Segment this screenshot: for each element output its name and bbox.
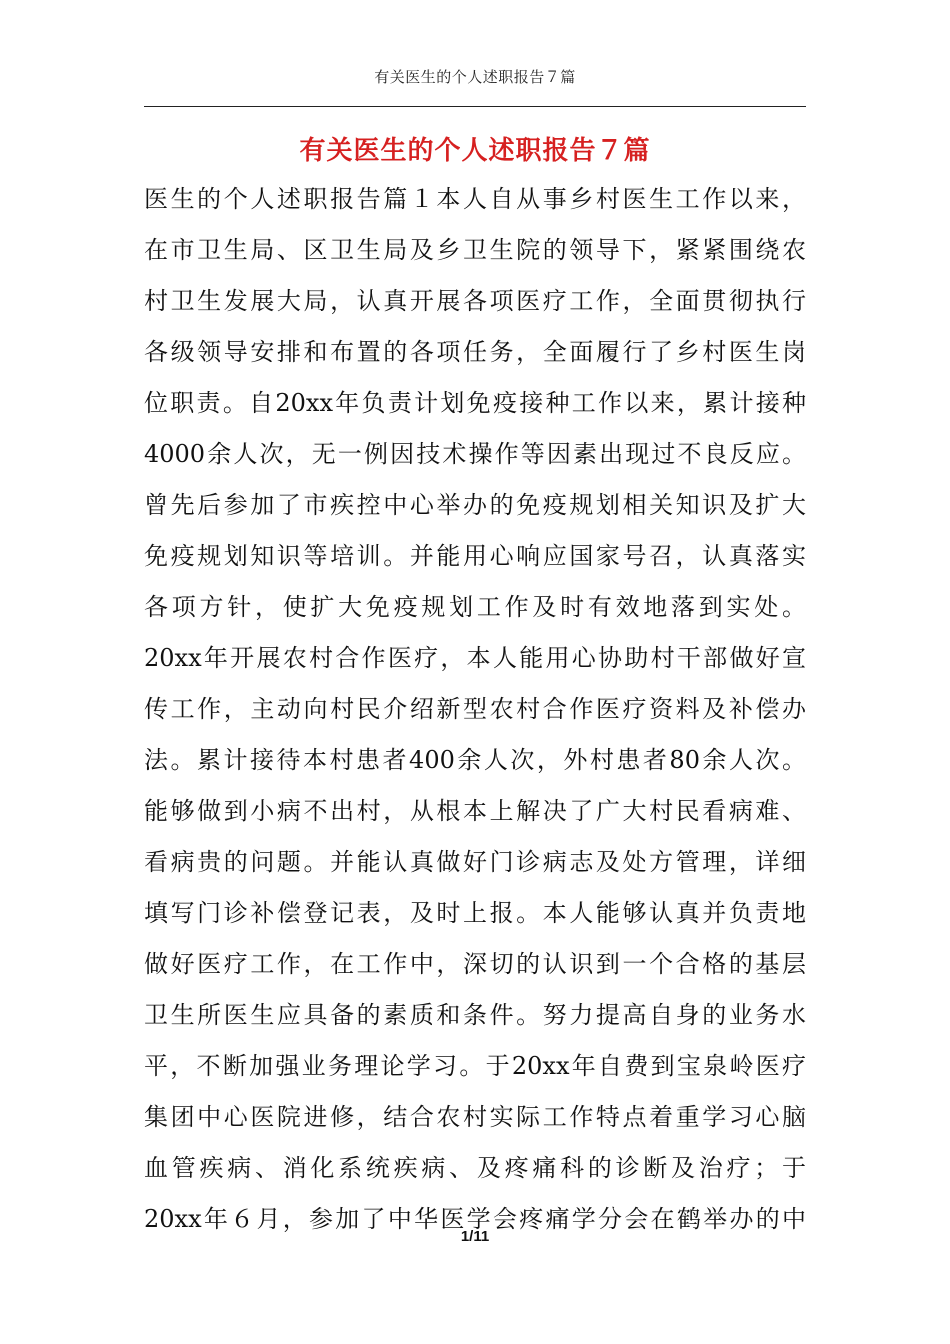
header-divider xyxy=(144,106,806,107)
body-line: 卫生所医生应具备的素质和条件。努力提高自身的业务水 xyxy=(144,1001,806,1029)
body-line: 法。累计接待本村患者400余人次，外村患者80余人次。 xyxy=(144,746,806,774)
document-body xyxy=(144,178,806,1249)
body-line: 填写门诊补偿登记表，及时上报。本人能够认真并负责地 xyxy=(144,899,806,927)
body-line: 能够做到小病不出村，从根本上解决了广大村民看病难、 xyxy=(144,797,806,825)
body-line: 各项方针，使扩大免疫规划工作及时有效地落到实处。 xyxy=(144,593,806,621)
body-line: 免疫规划知识等培训。并能用心响应国家号召，认真落实 xyxy=(144,542,806,570)
body-line: 集团中心医院进修，结合农村实际工作特点着重学习心脑 xyxy=(144,1103,806,1131)
body-line: 传工作，主动向村民介绍新型农村合作医疗资料及补偿办 xyxy=(144,695,806,723)
body-line: 做好医疗工作，在工作中，深切的认识到一个合格的基层 xyxy=(144,950,806,978)
body-line: 20xx年６月，参加了中华医学会疼痛学分会在鹤举办的中 xyxy=(144,1205,806,1233)
body-line: 医生的个人述职报告篇１本人自从事乡村医生工作以来， xyxy=(144,185,806,213)
body-line: 在市卫生局、区卫生局及乡卫生院的领导下，紧紧围绕农 xyxy=(144,236,806,264)
body-line: 位职责。自20xx年负责计划免疫接种工作以来，累计接种 xyxy=(144,389,806,417)
body-line: 4000余人次，无一例因技术操作等因素出现过不良反应。 xyxy=(144,440,806,468)
body-line: 血管疾病、消化系统疾病、及疼痛科的诊断及治疗；于 xyxy=(144,1154,806,1182)
body-line: 村卫生发展大局，认真开展各项医疗工作，全面贯彻执行 xyxy=(144,287,806,315)
body-line: 曾先后参加了市疾控中心举办的免疫规划相关知识及扩大 xyxy=(144,491,806,519)
body-line: 各级领导安排和布置的各项任务，全面履行了乡村医生岗 xyxy=(144,338,806,366)
body-line: 平，不断加强业务理论学习。于20xx年自费到宝泉岭医疗 xyxy=(144,1052,806,1080)
body-line: 20xx年开展农村合作医疗，本人能用心协助村干部做好宣 xyxy=(144,644,806,672)
page-number: 1/11 xyxy=(460,1228,490,1245)
running-header: 有关医生的个人述职报告７篇 xyxy=(374,68,576,86)
body-line: 看病贵的问题。并能认真做好门诊病志及处方管理，详细 xyxy=(144,848,806,876)
document-title: 有关医生的个人述职报告７篇 xyxy=(299,136,651,166)
